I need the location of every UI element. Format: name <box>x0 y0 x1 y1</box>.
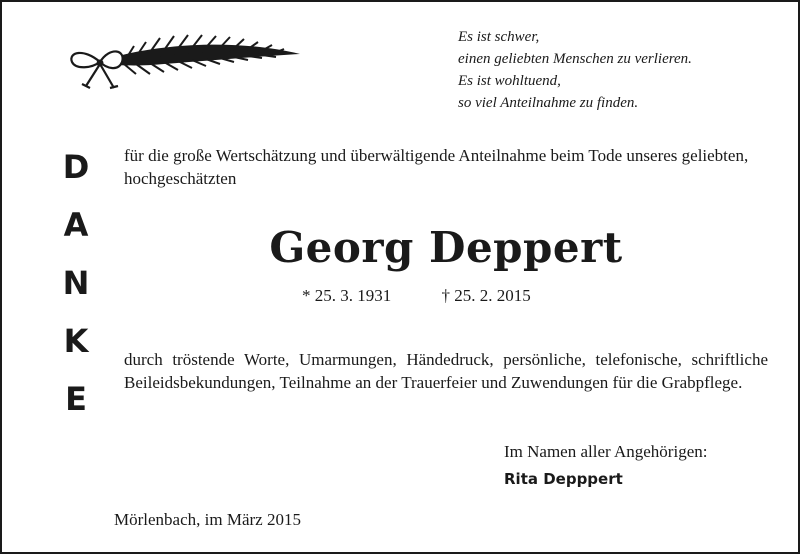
family-label: Im Namen aller Angehörigen: <box>504 442 708 461</box>
danke-letter-k: K <box>63 322 89 360</box>
quote-line-4: so viel Anteilnahme zu finden. <box>458 95 639 111</box>
quote-line-2: einen geliebten Menschen zu verlieren. <box>458 51 692 67</box>
family-signature-name: Rita Depppert <box>504 470 623 488</box>
danke-letter-e: E <box>65 380 87 418</box>
quote-line-3: Es ist wohltuend, <box>458 73 561 89</box>
quote-block <box>458 26 788 114</box>
palm-branch-with-bow-icon <box>64 24 304 94</box>
thanks-paragraph: durch tröstende Worte, Umarmungen, Händedruck, persönliche, telefonische, schriftliche Beileidsbekundungen, Teilnahme an der Trauerfeier und Zuwendungen für die Grabpflege. <box>124 350 768 392</box>
danke-letter-a: A <box>63 206 89 244</box>
place-and-date: Mörlenbach, im März 2015 <box>114 510 301 529</box>
deceased-name: Georg Deppert <box>269 223 623 272</box>
birth-date: * 25. 3. 1931 <box>302 286 392 305</box>
danke-letter-n: N <box>62 264 90 302</box>
death-date: † 25. 2. 2015 <box>441 286 531 305</box>
quote-line-1: Es ist schwer, <box>458 29 540 45</box>
intro-paragraph: für die große Wertschätzung und überwältigende Anteilnahme beim Tode unseres geliebten, hochgeschätzten <box>124 146 749 188</box>
danke-letter-d: D <box>62 148 90 186</box>
life-dates <box>302 286 531 306</box>
danke-vertical-heading <box>58 138 94 428</box>
